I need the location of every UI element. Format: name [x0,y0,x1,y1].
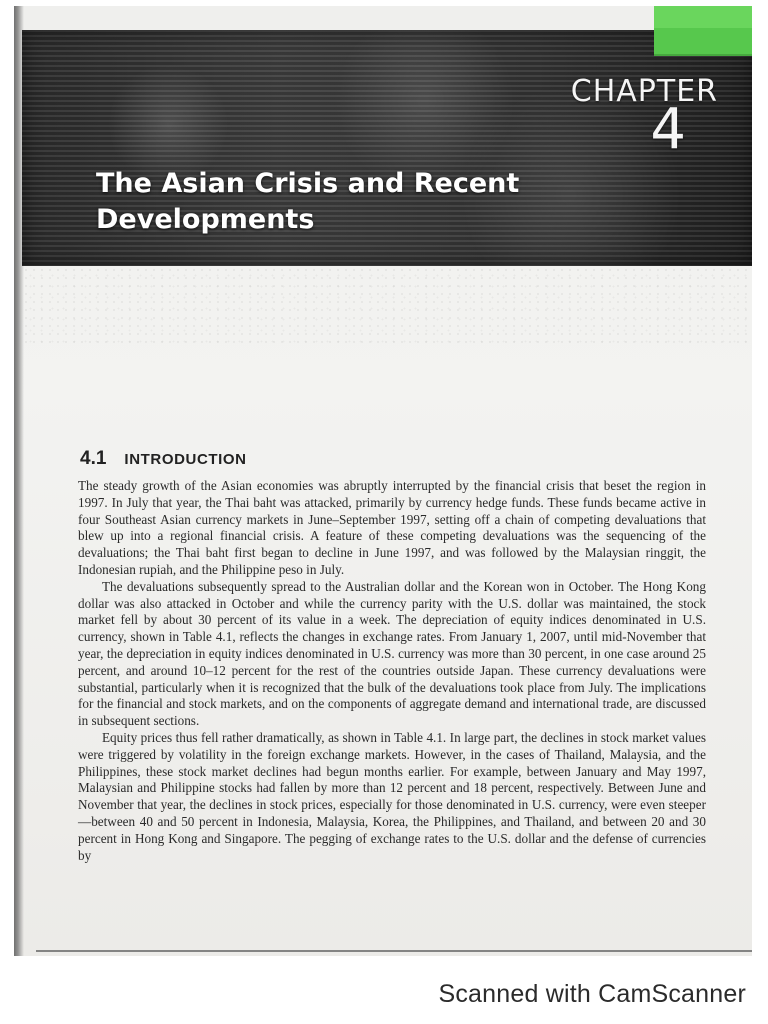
chapter-title [96,166,566,238]
section-heading [80,448,247,470]
chapter-title-line-1: The Asian Crisis and Recent [96,168,520,199]
body-paragraph-1: The steady growth of the Asian economies was abruptly interrupted by the financial crisis that beset the region in 1997. In July that year, the Thai baht was attacked, primarily by currency hedge funds. These funds became active in four Southeast Asian currency markets in June–September 1997, setting off a chain of competing devaluations that blew up into a regional financial crisis. A feature of these competing devaluations was the sequencing of the devaluations; the Thai baht first began to decline in June 1997, and was followed by the Malaysian ringgit, the Indonesian rupiah, and the Philippine peso in July. [78,478,706,577]
chapter-label: CHAPTER [570,74,718,109]
scanned-page [14,6,752,956]
chapter-title-line-2: Developments [96,204,315,235]
chapter-banner [22,30,752,266]
chapter-number: 4 [650,97,686,162]
body-paragraph-3: Equity prices thus fell rather dramatically, as shown in Table 4.1. In large part, the declines in stock market values were triggered by volatility in the foreign exchange markets. However, in the cases of Thailand, Malaysia, and the Philippines, these stock market declines had begun months earlier. For example, between January and May 1997, Malaysian and Philippine stocks had fallen by more than 12 percent and 18 percent, respectively. Between June and November that year, the declines in stock prices, especially for those denominated in U.S. currency, were even steeper—between 40 and 50 percent in Indonesia, Malaysia, Korea, the Philippines, and Thailand, and between 20 and 30 percent in Hong Kong and Singapore. The pegging of exchange rates to the U.S. dollar and the defense of currencies by [78,729,706,863]
green-sticky-note [654,6,752,56]
body-paragraph-2: The devaluations subsequently spread to the Australian dollar and the Korean won in October. The Hong Kong dollar was also attacked in October and while the currency parity with the U.S. dollar was maintained, the stock market fell by about 30 percent of its value in a week. The depreciation of equity indices denominated in U.S. currency, shown in Table 4.1, reflects the changes in exchange rates. From January 1, 2007, until mid-November that year, the depreciation in equity indices denominated in U.S. currency was more than 30 percent, in one case around 25 percent, and around 10–12 percent for the rest of the countries outside Japan. These currency devaluations were substantial, particularly when it is recognized that the bulk of the devaluations took place from July. The implications for the financial and stock markets, and on the components of aggregate demand and international trade, are discussed in subsequent sections. [78,578,706,729]
green-sticky-note-top [654,6,752,28]
body-text [78,478,706,864]
section-number: 4.1 [80,448,107,469]
scan-speckle-texture [22,266,752,346]
camscanner-watermark: Scanned with CamScanner [438,980,746,1008]
section-title: INTRODUCTION [124,451,247,468]
footer-rule [36,950,752,952]
